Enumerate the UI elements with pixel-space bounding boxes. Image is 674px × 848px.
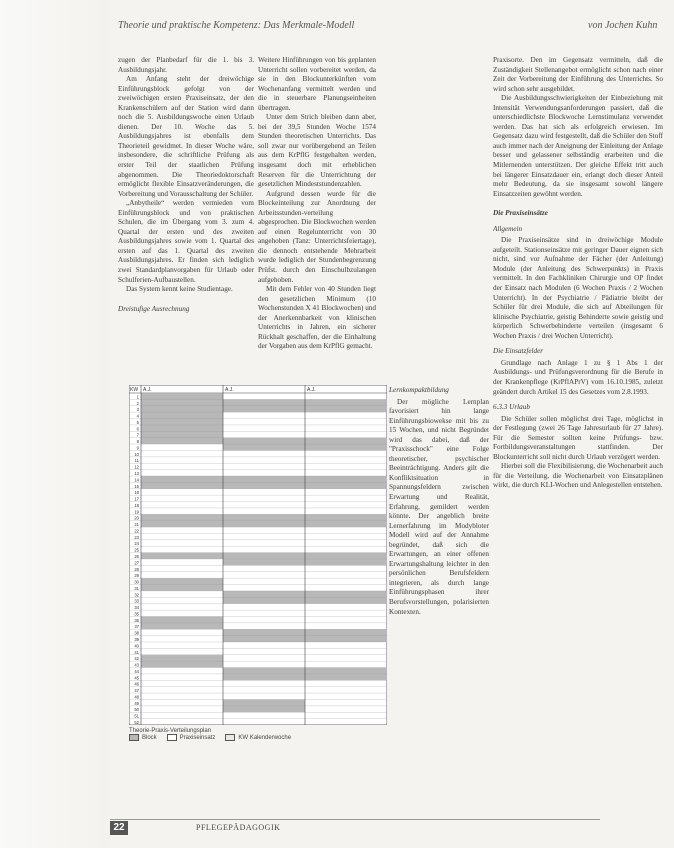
week-number: 46 xyxy=(134,681,139,687)
week-number: 36 xyxy=(134,617,139,623)
legend-title: Theorie-Praxis-Verteilungsplan xyxy=(129,728,212,734)
column-header: A.J. xyxy=(143,387,152,393)
legend-swatch xyxy=(225,734,235,741)
legend-swatch xyxy=(129,734,139,741)
week-number: 34 xyxy=(134,605,139,611)
week-number: 1 xyxy=(136,394,139,400)
text-column-2-continued xyxy=(389,380,489,617)
week-number: 43 xyxy=(134,662,139,668)
week-number: 48 xyxy=(134,694,139,700)
chart-legend xyxy=(129,728,387,741)
week-number: 20 xyxy=(134,515,139,521)
week-number: 25 xyxy=(134,547,139,553)
week-number: 30 xyxy=(134,579,139,585)
subsection-title: Die Einsatzfelder xyxy=(493,347,544,356)
week-number: 6 xyxy=(136,426,139,432)
column-header: A.J. xyxy=(307,387,316,393)
paragraph: Die Schüler sollen möglichst drei Tage, möglichst in der Festlegung (zwei 26 Tage Jahresurlaub für 27 Jahre). Für die Semester sollten keine Prüfungs- bzw. Fortbildungsveranstaltungen stattfinden. Der Blockunterricht soll nicht durch Urlaub verzögert werden. xyxy=(493,414,663,461)
section-subheading: Lernkompaktbildung xyxy=(389,386,449,394)
week-number: 33 xyxy=(134,598,139,604)
legend-item-practice: Praxiseinsatz xyxy=(167,734,216,741)
text-column-1 xyxy=(118,56,254,320)
week-number: 18 xyxy=(134,502,139,508)
schedule-grid-chart xyxy=(129,385,387,725)
section-title: Die Praxiseinsätze xyxy=(493,209,548,218)
paragraph: Die Ausbildungsschwierigkeiten der Einbeziehung mit Intensität Verwendungsanforderungen passiert, daß die unterschiedlichste Blockwoche Lernstimulanz verwendet werden. Das hat sich als erfolgreich erwiesen. Im Gegensatz dazu wird festgestellt, daß die Schüler den Stoff auch immer nach der Aneignung der Einleitung der Anlage besser und gelassener selbständig erarbeiten und die Mitlernenden unterstützen. Der gleiche Effekt tritt auch bei längerer Einsatzdauer ein, erlangt doch dieser Anteil mehr Bedeutung, da sie insgesamt sowohl längere Einsatzzeiten gewöhnt werden. xyxy=(493,94,663,198)
week-number: 28 xyxy=(134,566,139,572)
week-number: 13 xyxy=(134,471,139,476)
week-number: 26 xyxy=(134,554,139,559)
week-number: 29 xyxy=(134,573,139,579)
paragraph: Hierbei soll die Flexibilisierung, die Wochenarbeit auch für die Verteilung, die Wochenarbeit von Einsatzplänen wirkt, die durch KLI-Wochen und Anlegestellen entstehen. xyxy=(493,462,663,490)
running-header-author: von Jochen Kuhn xyxy=(588,20,658,31)
paragraph: Mit dem Fehler von 40 Stunden liegt den gesetzlichen Minimum (10 Wochenstunden X 41 Blockwochen) und der Anerkennbarkeit von klinischen Unterrichts in Jahren, ein sicherer Rückhalt geschaffen, der die Einhaltung der Vorgaben aus dem KrPflG gemacht. xyxy=(258,285,376,351)
week-number: 31 xyxy=(134,585,139,591)
paragraph: Weitere Hinführungen von bis geplanten Unterricht sollen vorbereitet werden, da sie in den Blockunterkünften vom Wochenanfang vermittelt werden und die in steuerbare Planungseinheiten übertragen. xyxy=(258,56,376,112)
column-header: A.J. xyxy=(225,387,234,393)
paragraph: „Anbytheile“ werden vermieden vom Einführungsblock und von praktischen Schulen, die im Übergang vom 3. zum 4. Quartal der ersten und des zweiten Ausbildungsjahres sowie vom 1. Quartal des ersten auf das 1. Quartal des zweiten Ausbildungsjahres. Er finden sich lediglich zwei Standardplanvorgaben für Urlaub oder Schulferien-Aufbaustellen. xyxy=(118,199,254,284)
week-number: 39 xyxy=(134,637,139,642)
subsection-title: 6.3.3 Urlaub xyxy=(493,403,530,412)
week-number: 27 xyxy=(134,560,139,566)
week-number: 11 xyxy=(134,458,139,464)
week-number: 9 xyxy=(136,445,139,451)
legend-items xyxy=(129,734,387,741)
paragraph: Praxisorte. Den im Gegensatz vermitteln, daß die Zuständigkeit Stellenangebot ermöglicht schon nach einer Zeit der Vorbereitung der Einführung des Unterrichts. So wird schon sehr ausgebildet. xyxy=(493,56,663,93)
week-number: 2 xyxy=(136,400,139,406)
block-bar xyxy=(141,553,223,559)
legend-item-block: Block xyxy=(129,734,157,741)
week-number: 7 xyxy=(136,432,139,438)
page-margin-shadow xyxy=(0,0,110,848)
page-number: 22 xyxy=(110,821,128,835)
week-number: 8 xyxy=(136,439,139,445)
week-number: 5 xyxy=(136,419,139,425)
week-number: 19 xyxy=(134,509,139,515)
week-number: 40 xyxy=(134,643,139,649)
paragraph: Die Praxiseinsätze sind in dreiwöchige Module aufgeteilt. Stationseinsätze mit geringer Dauer eignen sich nicht, sind vor Aufnahme der Fächer (der Anleitung) Module (der Anleitung des Schwerpunkts) in Praxis vermittelt. In den Fachkliniken Chirurgie und OP findet der Einsatz nach Modulen (6 Wochen Praxis / 2 Wochen Unterricht). In der Psychiatrie / Pädiatrie bleibt der Schüler für drei Module, die sich auf Abteilungen für klinische Psychiatrie, geistig Behinderte sowie geistig und körperlich Schwerbehinderte verteilen (insgesamt 6 Wochen Praxis / drei Wochen Unterricht). xyxy=(493,236,663,340)
week-number: 50 xyxy=(134,707,139,713)
week-number: 49 xyxy=(134,700,139,706)
subsection-title: Allgemein xyxy=(493,224,523,233)
week-number: 51 xyxy=(134,713,139,719)
text-column-3 xyxy=(493,56,663,491)
week-number: 38 xyxy=(134,630,139,636)
week-number: 17 xyxy=(134,496,139,502)
paragraph: Der mögliche Lernplan favorisiert hin lange Einführungsbiowekse mit bis zu 15 Wochen, und nicht Begründet wird das dabei, daß der "Praxisschock" eine Folge theoretischer, psychischer Beeinträchtigung. Anders gilt die Konfliktsituation in Spannungsfeldern zwischen Erwartung und Realität, Erfahrung, gemildert werden könnte. Der angeblich breite Lernerfahrung im Modybloter Modell wird auf der Annahme begründet, daß sich die Erwartungen, an einer offenen Erwartungshaltung leichter in den persönlichen Berufsfeldern integrieren, als durch lange Einführungsphasen ihrer Berufsvorstellungen, polarisierten Kontexten. xyxy=(389,397,489,616)
week-number: 45 xyxy=(134,675,139,681)
paragraph: zugen der Planbedarf für die 1. bis 3. Ausbildungsjahr. xyxy=(118,56,254,74)
week-number: 35 xyxy=(134,611,139,617)
week-number: 37 xyxy=(134,624,139,630)
running-header-title: Theorie und praktische Kompetenz: Das Merkmale-Modell xyxy=(118,20,355,31)
week-number: 52 xyxy=(134,720,139,725)
week-number: 4 xyxy=(136,413,139,419)
week-number: 47 xyxy=(134,688,139,694)
week-number: 10 xyxy=(134,451,139,457)
text-column-2 xyxy=(258,56,376,352)
paragraph: Am Anfang steht der dreiwöchige Einführungsblock gefolgt von der zweiwöchigen ersten Praxiseinsatz, der den Krankenschülern auf der Station wird dann noch die 5. Ausbildungswoche einen Urlaub dienen. Der 10. Woche das 5. Ausbildungsjahres ist ebenfalls dem Theorieteil gewidmet. In dieser Woche wäre, insbesondere, die schriftliche Prüfung als erster Teil der staatlichen Prüfung abgenommen. Die Theoriedoktorschaft ermöglicht flexible Einsatzveränderungen, die Vorbereitung und Vorausschaltung der Schüler. xyxy=(118,75,254,198)
legend-item-week: KW Kalenderwoche xyxy=(225,734,291,741)
column-header: KW xyxy=(130,387,139,393)
week-number: 22 xyxy=(134,528,139,534)
week-number: 14 xyxy=(134,477,139,483)
legend-swatch xyxy=(167,734,177,741)
week-number: 21 xyxy=(134,522,139,528)
week-number: 24 xyxy=(134,541,139,547)
page-footer-rule xyxy=(110,819,600,834)
week-number: 41 xyxy=(134,649,139,655)
paragraph: Aufgrund dessen wurde für die Blockeinteilung zur Anordnung der Arbeitsstunden-verteilung abgesprochen. Die Blockwochen werden auf einen Regelunterricht von 30 angehoben (Tanz: Unterrichtsfeiertage), die dennoch entstehende Mehrarbeit wurde lediglich der Stundenbegrenzung Prüfst. durch den Einschulbzulangen aufgehoben. xyxy=(258,189,376,284)
paragraph: Unter dem Strich bleiben dann aber, bei der 39,5 Stunden Woche 1574 Stunden theoretischen Unterrichts. Das soll zwar nur vorübergehend an Teilen aus dem KrPflG festgehalten werden, insgesamt doch mit erheblichen Reserven für die Unterrichtung der gesetzlichen Mindeststundenzahlen. xyxy=(258,113,376,189)
week-number: 42 xyxy=(134,656,139,662)
week-number: 3 xyxy=(136,407,139,413)
week-number: 12 xyxy=(134,464,139,470)
week-number: 44 xyxy=(134,668,139,674)
paragraph: Grundlage nach Anlage 1 zu § 1 Abs 1 der Ausbildungs- und Prüfungsverordnung für die Berufe in der Krankenpflege (KrPflAPrV) vom 16.10.1985, zuletzt geändert durch Artikel 15 des Gesetzes vom 2.8.1993. xyxy=(493,358,663,396)
week-number: 15 xyxy=(134,483,139,489)
publication-name: PFLEGEPÄDAGOGIK xyxy=(196,823,281,832)
week-number: 32 xyxy=(134,592,139,598)
week-number: 23 xyxy=(134,534,139,540)
week-number: 16 xyxy=(134,490,139,496)
paragraph: Das System kennt keine Studientage. xyxy=(126,285,233,294)
chart-heading: Dreistufige Ausrechnung xyxy=(118,304,190,313)
